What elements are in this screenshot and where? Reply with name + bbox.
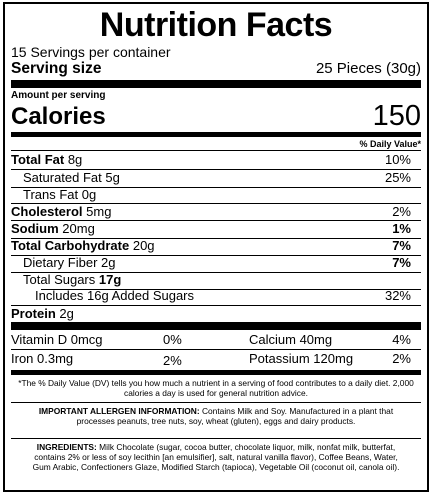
daily-value-header: % Daily Value* [359,139,421,149]
nutrient-dv: 1% [392,221,411,236]
divider-thick-top [11,80,421,88]
divider-calories [11,132,421,137]
allergen-text: Contains Milk and Soy. Manufactured in a plant that processes peanuts, tree nuts, soy, wheat (gluten), eggs and dairy products. [76,406,394,426]
ingredients-label: INGREDIENTS: [36,442,97,452]
nutrient-dv: 2% [392,204,411,219]
nutrient-amount: 5g [105,170,120,185]
nutrient-dv: 25% [384,170,411,185]
nutrient-amount: 2g [101,255,116,270]
nutrient-amount: 8g [67,152,83,167]
nutrient-row-saturated-fat [11,169,421,187]
nutrient-row-total-fat [11,151,421,169]
nutrient-name: Total Fat [11,152,65,167]
potassium-dv: 2% [392,351,411,366]
nutrient-amount: 20g [132,238,155,253]
potassium-label: Potassium 120mg [249,351,354,366]
amount-per-serving: Amount per serving [11,90,106,101]
nutrient-name: Cholesterol [11,204,83,219]
nutrient-name: Includes 16g Added Sugars [35,288,195,303]
nutrient-amount: 20mg [62,221,95,236]
calories-value: 150 [372,100,421,132]
nutrient-amount: 2g [59,306,74,321]
nutrient-row-trans-fat [11,186,421,204]
nutrient-name: Sodium [11,221,59,236]
allergen-label: IMPORTANT ALLERGEN INFORMATION: [38,406,200,416]
divider [11,438,421,439]
iron-dv: 2% [163,353,182,368]
ingredients-text: Milk Chocolate (sugar, cocoa butter, chocolate liquor, milk, nonfat milk, butterfat, contains 2% or less of soy lecithin [an emulsifier], salt, natural vanilla flavor), Coffee Beans, Water, Gum Arabic, Confectioners Glaze, Modified Starch (tapioca), Vegetable Oil (coconut oil, canola oil). [32,442,400,472]
nutrition-facts-panel [3,2,429,492]
nutrient-row-dietary-fiber [11,254,421,272]
nutrient-dv: 7% [392,255,411,270]
nutrient-dv: 10% [384,152,411,167]
divider-thick-vitamins [11,322,421,330]
iron-label: Iron 0.3mg [11,351,74,366]
serving-size-value: 25 Pieces (30g) [315,60,421,77]
allergen-information [35,406,397,426]
servings-per-container: 15 Servings per container [11,44,171,60]
nutrient-row-added-sugars [11,287,421,305]
panel-title: Nutrition Facts [99,6,333,44]
nutrient-amount: 17g [98,272,122,287]
nutrient-name: Saturated Fat [23,170,102,185]
serving-size-label: Serving size [11,60,102,77]
divider-thick-footnote [11,370,421,375]
nutrient-row-sodium [11,220,421,238]
nutrient-dv: 32% [384,288,411,303]
nutrient-amount: 5mg [86,204,112,219]
daily-value-footnote: *The % Daily Value (DV) tells you how much a nutrient in a serving of food contributes to a daily diet. 2,000 calories a day is used for general nutrition advice. [18,378,414,398]
nutrient-dv: 7% [392,238,411,253]
calories-label: Calories [11,103,106,130]
nutrient-name: Trans Fat [23,187,79,202]
calcium-label: Calcium 40mg [249,332,333,347]
calcium-dv: 4% [392,332,411,347]
nutrient-name: Dietary Fiber [23,255,98,270]
nutrient-row-cholesterol [11,203,421,221]
divider [11,402,421,403]
nutrient-amount: 0g [81,187,97,202]
nutrient-name: Total Carbohydrate [11,238,130,253]
nutrient-row-total-carbohydrate [11,237,421,255]
vitamin-d-label: Vitamin D 0mcg [11,332,103,347]
serving-size-row [11,60,421,78]
nutrient-name: Total Sugars [23,272,96,287]
ingredients [25,442,407,472]
nutrient-name: Protein [11,306,56,321]
vitamin-d-dv: 0% [163,332,182,347]
nutrient-row-protein [11,305,421,323]
